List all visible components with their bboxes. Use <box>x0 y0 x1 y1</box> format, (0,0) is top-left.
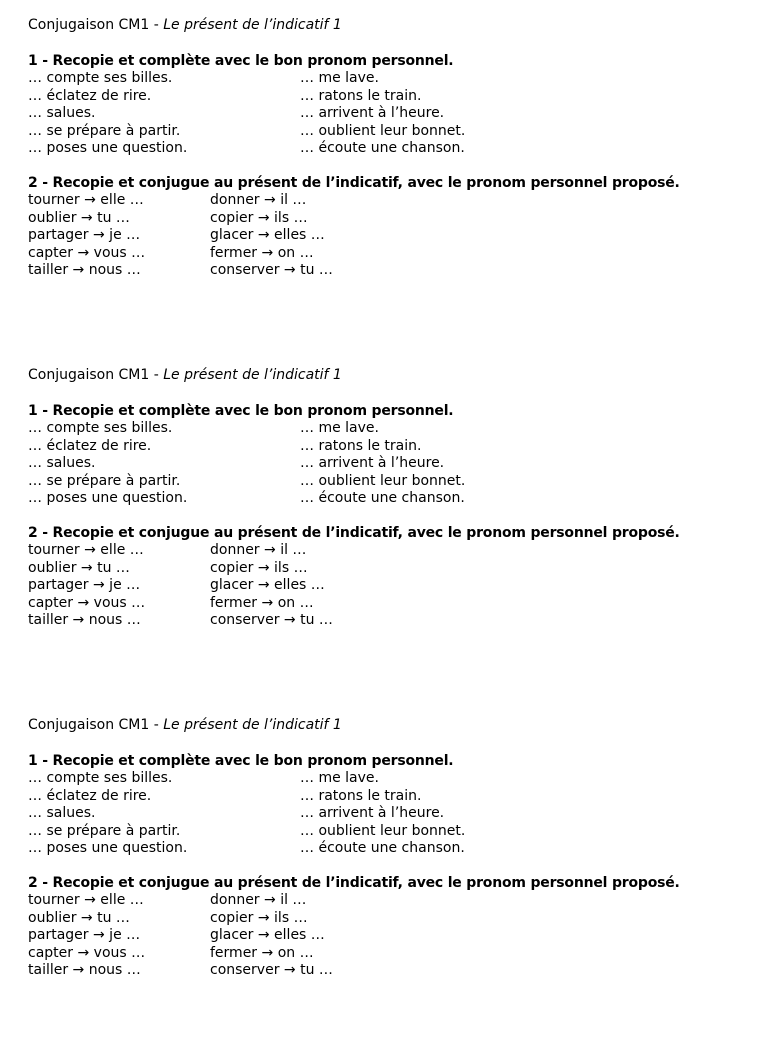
exercise-item: partager → je … <box>28 927 141 943</box>
exercise-item: partager → je … <box>28 227 141 243</box>
exercise-item: … se prépare à partir. <box>28 122 181 139</box>
exercise-item: … poses une question. <box>28 140 188 156</box>
exercise-item: … compte ses billes. <box>28 420 173 436</box>
exercise-item: capter → vous … <box>28 944 146 961</box>
exercise-item: … compte ses billes. <box>28 70 173 86</box>
exercise-item: oublier → tu … <box>28 909 130 926</box>
exercise-item: … arrivent à l’heure. <box>300 105 445 121</box>
exercise-item: donner → il … <box>210 192 307 208</box>
title-subtitle: Le présent de l’indicatif 1 <box>163 717 342 733</box>
worksheet-title <box>28 16 342 34</box>
exercise-item: fermer → on … <box>210 594 314 611</box>
exercise-1-heading: 1 - Recopie et complète avec le bon pronom personnel. <box>28 403 454 419</box>
exercise-1-right-column <box>300 70 465 158</box>
exercise-1-right-column <box>300 420 465 508</box>
worksheet-title <box>28 716 342 734</box>
exercise-item: fermer → on … <box>210 944 314 961</box>
exercise-item: … éclatez de rire. <box>28 87 152 104</box>
exercise-item: … oublient leur bonnet. <box>300 472 466 489</box>
title-subtitle: Le présent de l’indicatif 1 <box>163 17 342 33</box>
exercise-2-right-column <box>210 542 333 630</box>
exercise-item: copier → ils … <box>210 909 308 926</box>
exercise-2-heading: 2 - Recopie et conjugue au présent de l’indicatif, avec le pronom personnel proposé. <box>28 175 680 191</box>
exercise-2-heading: 2 - Recopie et conjugue au présent de l’indicatif, avec le pronom personnel proposé. <box>28 875 680 891</box>
exercise-1-left-column <box>28 70 187 158</box>
title-text: Conjugaison CM1 - <box>28 367 164 383</box>
exercise-item: tourner → elle … <box>28 192 144 208</box>
exercise-1-right-column <box>300 770 465 858</box>
worksheet-1 <box>28 16 728 346</box>
exercise-item: tailler → nous … <box>28 262 141 278</box>
exercise-item: … poses une question. <box>28 840 188 856</box>
exercise-item: … se prépare à partir. <box>28 822 181 839</box>
exercise-item: … oublient leur bonnet. <box>300 122 466 139</box>
exercise-item: … ratons le train. <box>300 787 422 804</box>
exercise-2-left-column <box>28 892 145 980</box>
exercise-item: glacer → elles … <box>210 227 325 243</box>
exercise-item: glacer → elles … <box>210 577 325 593</box>
exercise-item: … écoute une chanson. <box>300 140 465 156</box>
exercise-2-right-column <box>210 892 333 980</box>
exercise-item: … arrivent à l’heure. <box>300 805 445 821</box>
exercise-item: donner → il … <box>210 542 307 558</box>
exercise-item: … salues. <box>28 455 96 471</box>
exercise-item: … compte ses billes. <box>28 770 173 786</box>
exercise-item: oublier → tu … <box>28 209 130 226</box>
worksheet-3 <box>28 716 728 1046</box>
exercise-item: fermer → on … <box>210 244 314 261</box>
exercise-item: conserver → tu … <box>210 612 333 628</box>
exercise-1-left-column <box>28 770 187 858</box>
exercise-2-right-column <box>210 192 333 280</box>
exercise-item: … se prépare à partir. <box>28 472 181 489</box>
title-text: Conjugaison CM1 - <box>28 17 164 33</box>
exercise-item: … ratons le train. <box>300 87 422 104</box>
title-subtitle: Le présent de l’indicatif 1 <box>163 367 342 383</box>
exercise-item: … poses une question. <box>28 490 188 506</box>
exercise-item: … arrivent à l’heure. <box>300 455 445 471</box>
exercise-item: conserver → tu … <box>210 262 333 278</box>
exercise-item: … écoute une chanson. <box>300 840 465 856</box>
exercise-item: partager → je … <box>28 577 141 593</box>
exercise-item: tourner → elle … <box>28 892 144 908</box>
exercise-item: … éclatez de rire. <box>28 437 152 454</box>
exercise-item: tailler → nous … <box>28 962 141 978</box>
worksheet-title <box>28 366 342 384</box>
exercise-1-heading: 1 - Recopie et complète avec le bon pronom personnel. <box>28 753 454 769</box>
exercise-item: … salues. <box>28 805 96 821</box>
exercise-item: capter → vous … <box>28 244 146 261</box>
exercise-item: copier → ils … <box>210 559 308 576</box>
exercise-item: oublier → tu … <box>28 559 130 576</box>
exercise-item: tourner → elle … <box>28 542 144 558</box>
exercise-item: tailler → nous … <box>28 612 141 628</box>
exercise-item: … ratons le train. <box>300 437 422 454</box>
exercise-1-left-column <box>28 420 187 508</box>
exercise-item: conserver → tu … <box>210 962 333 978</box>
exercise-2-left-column <box>28 542 145 630</box>
exercise-item: donner → il … <box>210 892 307 908</box>
exercise-2-left-column <box>28 192 145 280</box>
exercise-1-heading: 1 - Recopie et complète avec le bon pronom personnel. <box>28 53 454 69</box>
exercise-item: … oublient leur bonnet. <box>300 822 466 839</box>
title-text: Conjugaison CM1 - <box>28 717 164 733</box>
exercise-item: copier → ils … <box>210 209 308 226</box>
exercise-item: capter → vous … <box>28 594 146 611</box>
exercise-item: … me lave. <box>300 420 379 436</box>
exercise-item: … me lave. <box>300 70 379 86</box>
exercise-2-heading: 2 - Recopie et conjugue au présent de l’indicatif, avec le pronom personnel proposé. <box>28 525 680 541</box>
worksheet-2 <box>28 366 728 696</box>
exercise-item: … me lave. <box>300 770 379 786</box>
exercise-item: … éclatez de rire. <box>28 787 152 804</box>
exercise-item: … écoute une chanson. <box>300 490 465 506</box>
exercise-item: glacer → elles … <box>210 927 325 943</box>
exercise-item: … salues. <box>28 105 96 121</box>
